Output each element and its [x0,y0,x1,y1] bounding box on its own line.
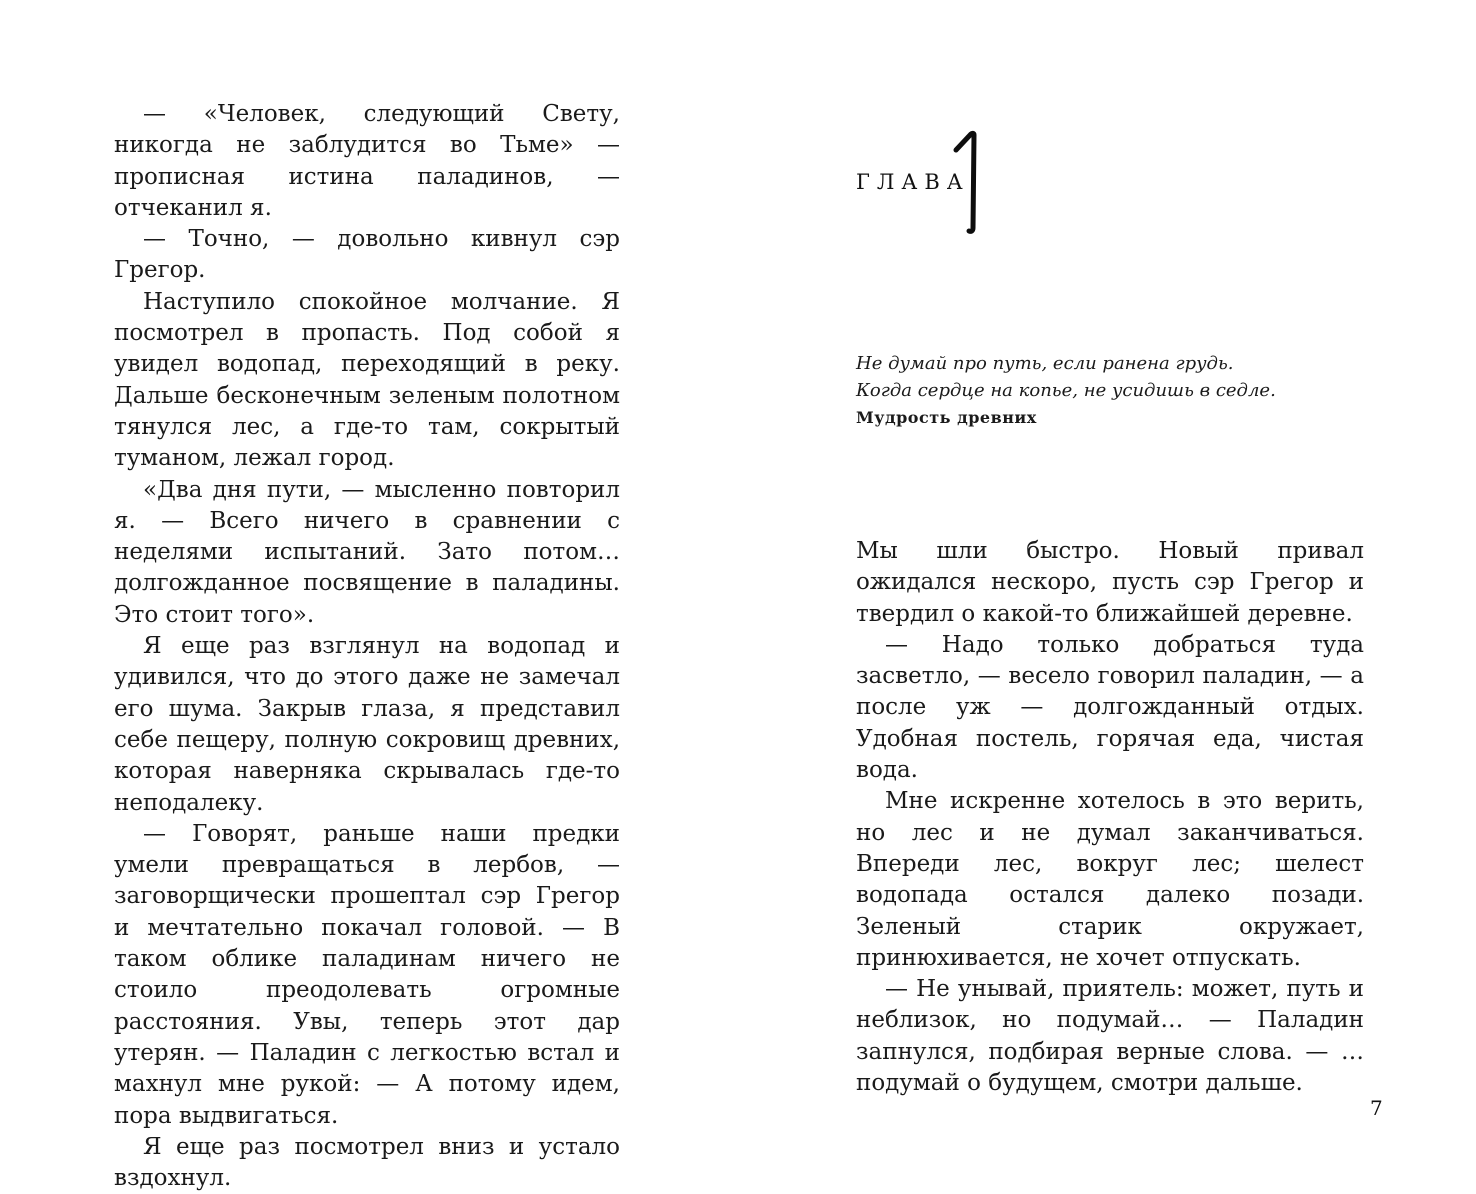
epigraph-source: Мудрость древних [856,408,1037,427]
paragraph: Я еще раз посмотрел вниз и устало вздохнул. [114,1133,620,1192]
paragraph: — «Человек, следующий Свету, никогда не заблудится во Тьме» — прописная истина паладинов, — отчеканил я. [114,101,620,221]
page-number: 7 [1370,1096,1383,1120]
paragraph: Наступило спокойное молчание. Я посмотрел в пропасть. Под собой я увидел водопад, переходящий в реку. Дальше бесконечным зеленым полотном тянулся лес, а где-то там, сокрытый туманом, лежал город. [114,288,620,472]
paragraph: — Надо только добраться туда засветло, — весело говорил паладин, — а после уж — долгожданный отдых. Удобная постель, горячая еда, чистая вода. [856,631,1364,784]
paragraph: — Точно, — довольно кивнул сэр Грегор. [114,226,620,284]
left-page-text [114,99,620,1194]
epigraph-line: Когда сердце на копье, не усидишь в седле. [856,380,1276,401]
epigraph [856,350,1276,431]
paragraph: — Говорят, раньше наши предки умели превращаться в лербов, — заговорщически прошептал сэр Грегор и мечтательно покачал головой. — В таком облике паладинам ничего не стоило преодолевать огромные расстояния. Увы, теперь этот дар утерян. — Паладин с легкостью встал и махнул мне рукой: — А потому идем, пора выдвигаться. [114,820,620,1129]
paragraph: Я еще раз взглянул на водопад и удивился, что до этого даже не замечал его шума. Закрыв глаза, я представил себе пещеру, полную сокровищ древних, которая наверняка скрывалась где-то неподалеку. [114,633,620,816]
paragraph: «Два дня пути, — мысленно повторил я. — Всего ничего в сравнении с неделями испытаний. Зато потом… долгожданное посвящение в паладины. Это стоит того». [114,476,620,628]
right-page [738,0,1476,1169]
paragraph: Мне искренне хотелось в это верить, но лес и не думал заканчиваться. Впереди лес, вокруг лес; шелест водопада остался далеко позади. Зеленый старик окружает, принюхивается, не хочет отпускать. [856,788,1364,971]
paragraph: — Не унывай, приятель: может, путь и неблизок, но подумай… — Паладин запнулся, подбирая верные слова. — …подумай о будущем, смотри дальше. [856,976,1364,1097]
paragraph: Мы шли быстро. Новый привал ожидался нескоро, пусть сэр Грегор и твердил о какой-то ближайшей деревне. [856,538,1364,627]
right-page-text [856,536,1364,1099]
chapter-number [951,128,991,238]
chapter-heading [856,128,1156,238]
left-page [0,0,738,1192]
epigraph-line: Не думай про путь, если ранена грудь. [856,353,1234,374]
chapter-word: ГЛАВА [856,170,970,194]
